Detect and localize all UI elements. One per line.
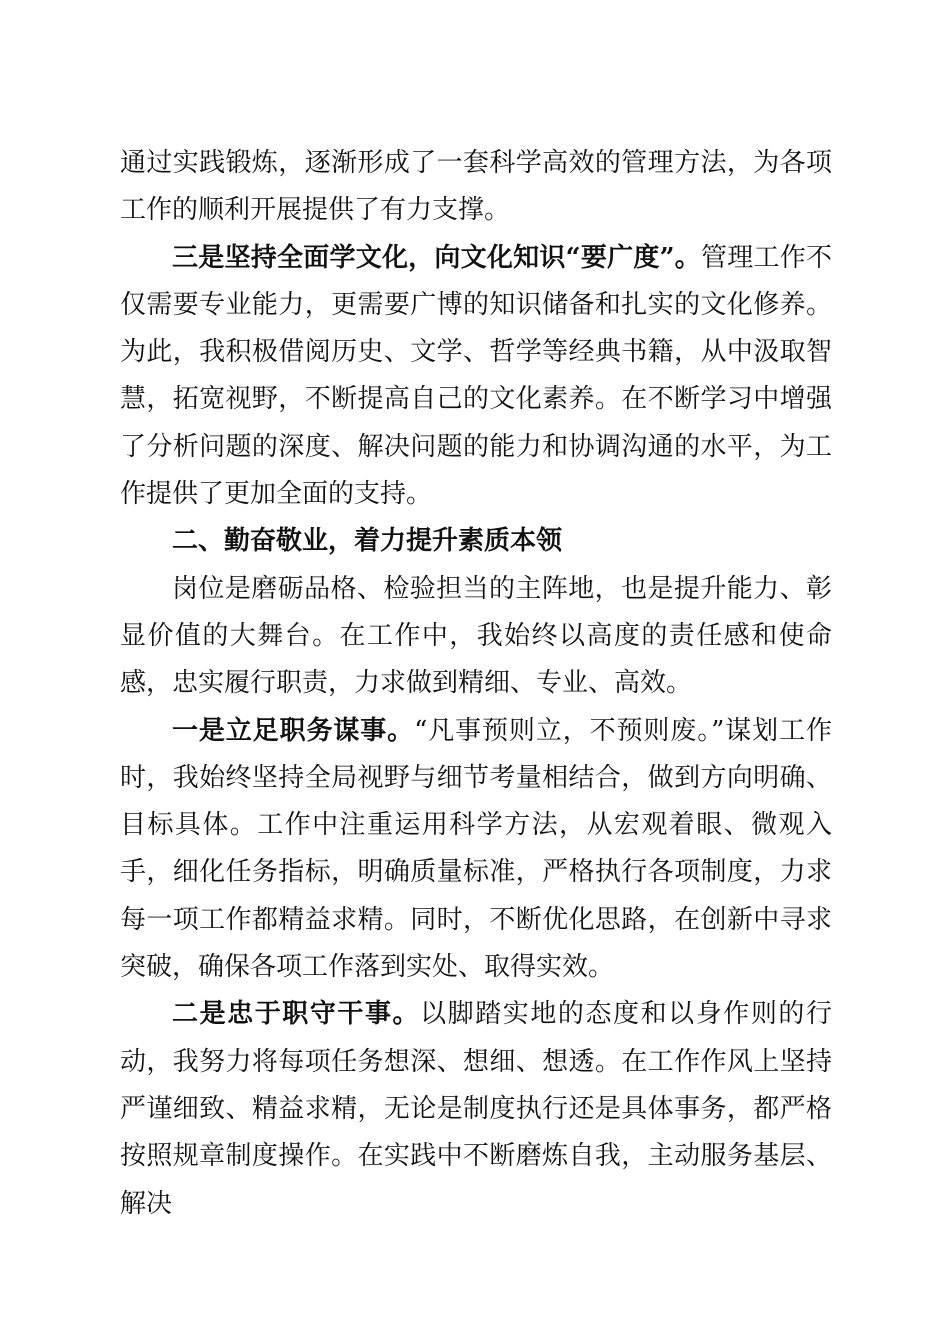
paragraph-lead: 二是忠于职守干事。 [172, 999, 421, 1030]
paragraph-culture [120, 235, 832, 519]
paragraph-plan [120, 708, 832, 992]
paragraph-intro [120, 566, 832, 708]
document-body [120, 140, 832, 1228]
paragraph-text: 管理工作不仅需要专业能力，更需要广博的知识储备和扎实的文化修养。为此，我积极借阅历史、文学、哲学等经典书籍，从中汲取智慧，拓宽视野，不断提高自己的文化素养。在不断学习中增强了分析问题的深度、解决问题的能力和协调沟通的水平，为工作提供了更加全面的支持。 [120, 242, 832, 510]
paragraph-text: 以脚踏实地的态度和以身作则的行动，我努力将每项任务想深、想细、想透。在工作作风上坚持严谨细致、精益求精，无论是制度执行还是具体事务，都严格按照规章制度操作。在实践中不断磨炼自我，主动服务基层、解决 [120, 999, 832, 1219]
paragraph-duty [120, 991, 832, 1227]
paragraph-continuation [120, 140, 832, 235]
section-heading: 二、勤奋敬业，着力提升素质本领 [172, 526, 563, 557]
paragraph-text: “凡事预则立，不预则废。”谋划工作时，我始终坚持全局视野与细节考量相结合，做到方向明确、目标具体。工作中注重运用科学方法，从宏观着眼、微观入手，细化任务指标，明确质量标准，严格执行各项制度，力求每一项工作都精益求精。同时，不断优化思路，在创新中寻求突破，确保各项工作落到实处、取得实效。 [120, 715, 832, 983]
paragraph-text: 岗位是磨砺品格、检验担当的主阵地，也是提升能力、彰显价值的大舞台。在工作中，我始终以高度的责任感和使命感，忠实履行职责，力求做到精细、专业、高效。 [120, 573, 832, 699]
paragraph-lead: 三是坚持全面学文化，向文化知识“要广度”。 [172, 242, 702, 273]
paragraph-text: 通过实践锻炼，逐渐形成了一套科学高效的管理方法，为各项工作的顺利开展提供了有力支撑。 [120, 148, 832, 226]
paragraph-lead: 一是立足职务谋事。 [172, 715, 415, 746]
